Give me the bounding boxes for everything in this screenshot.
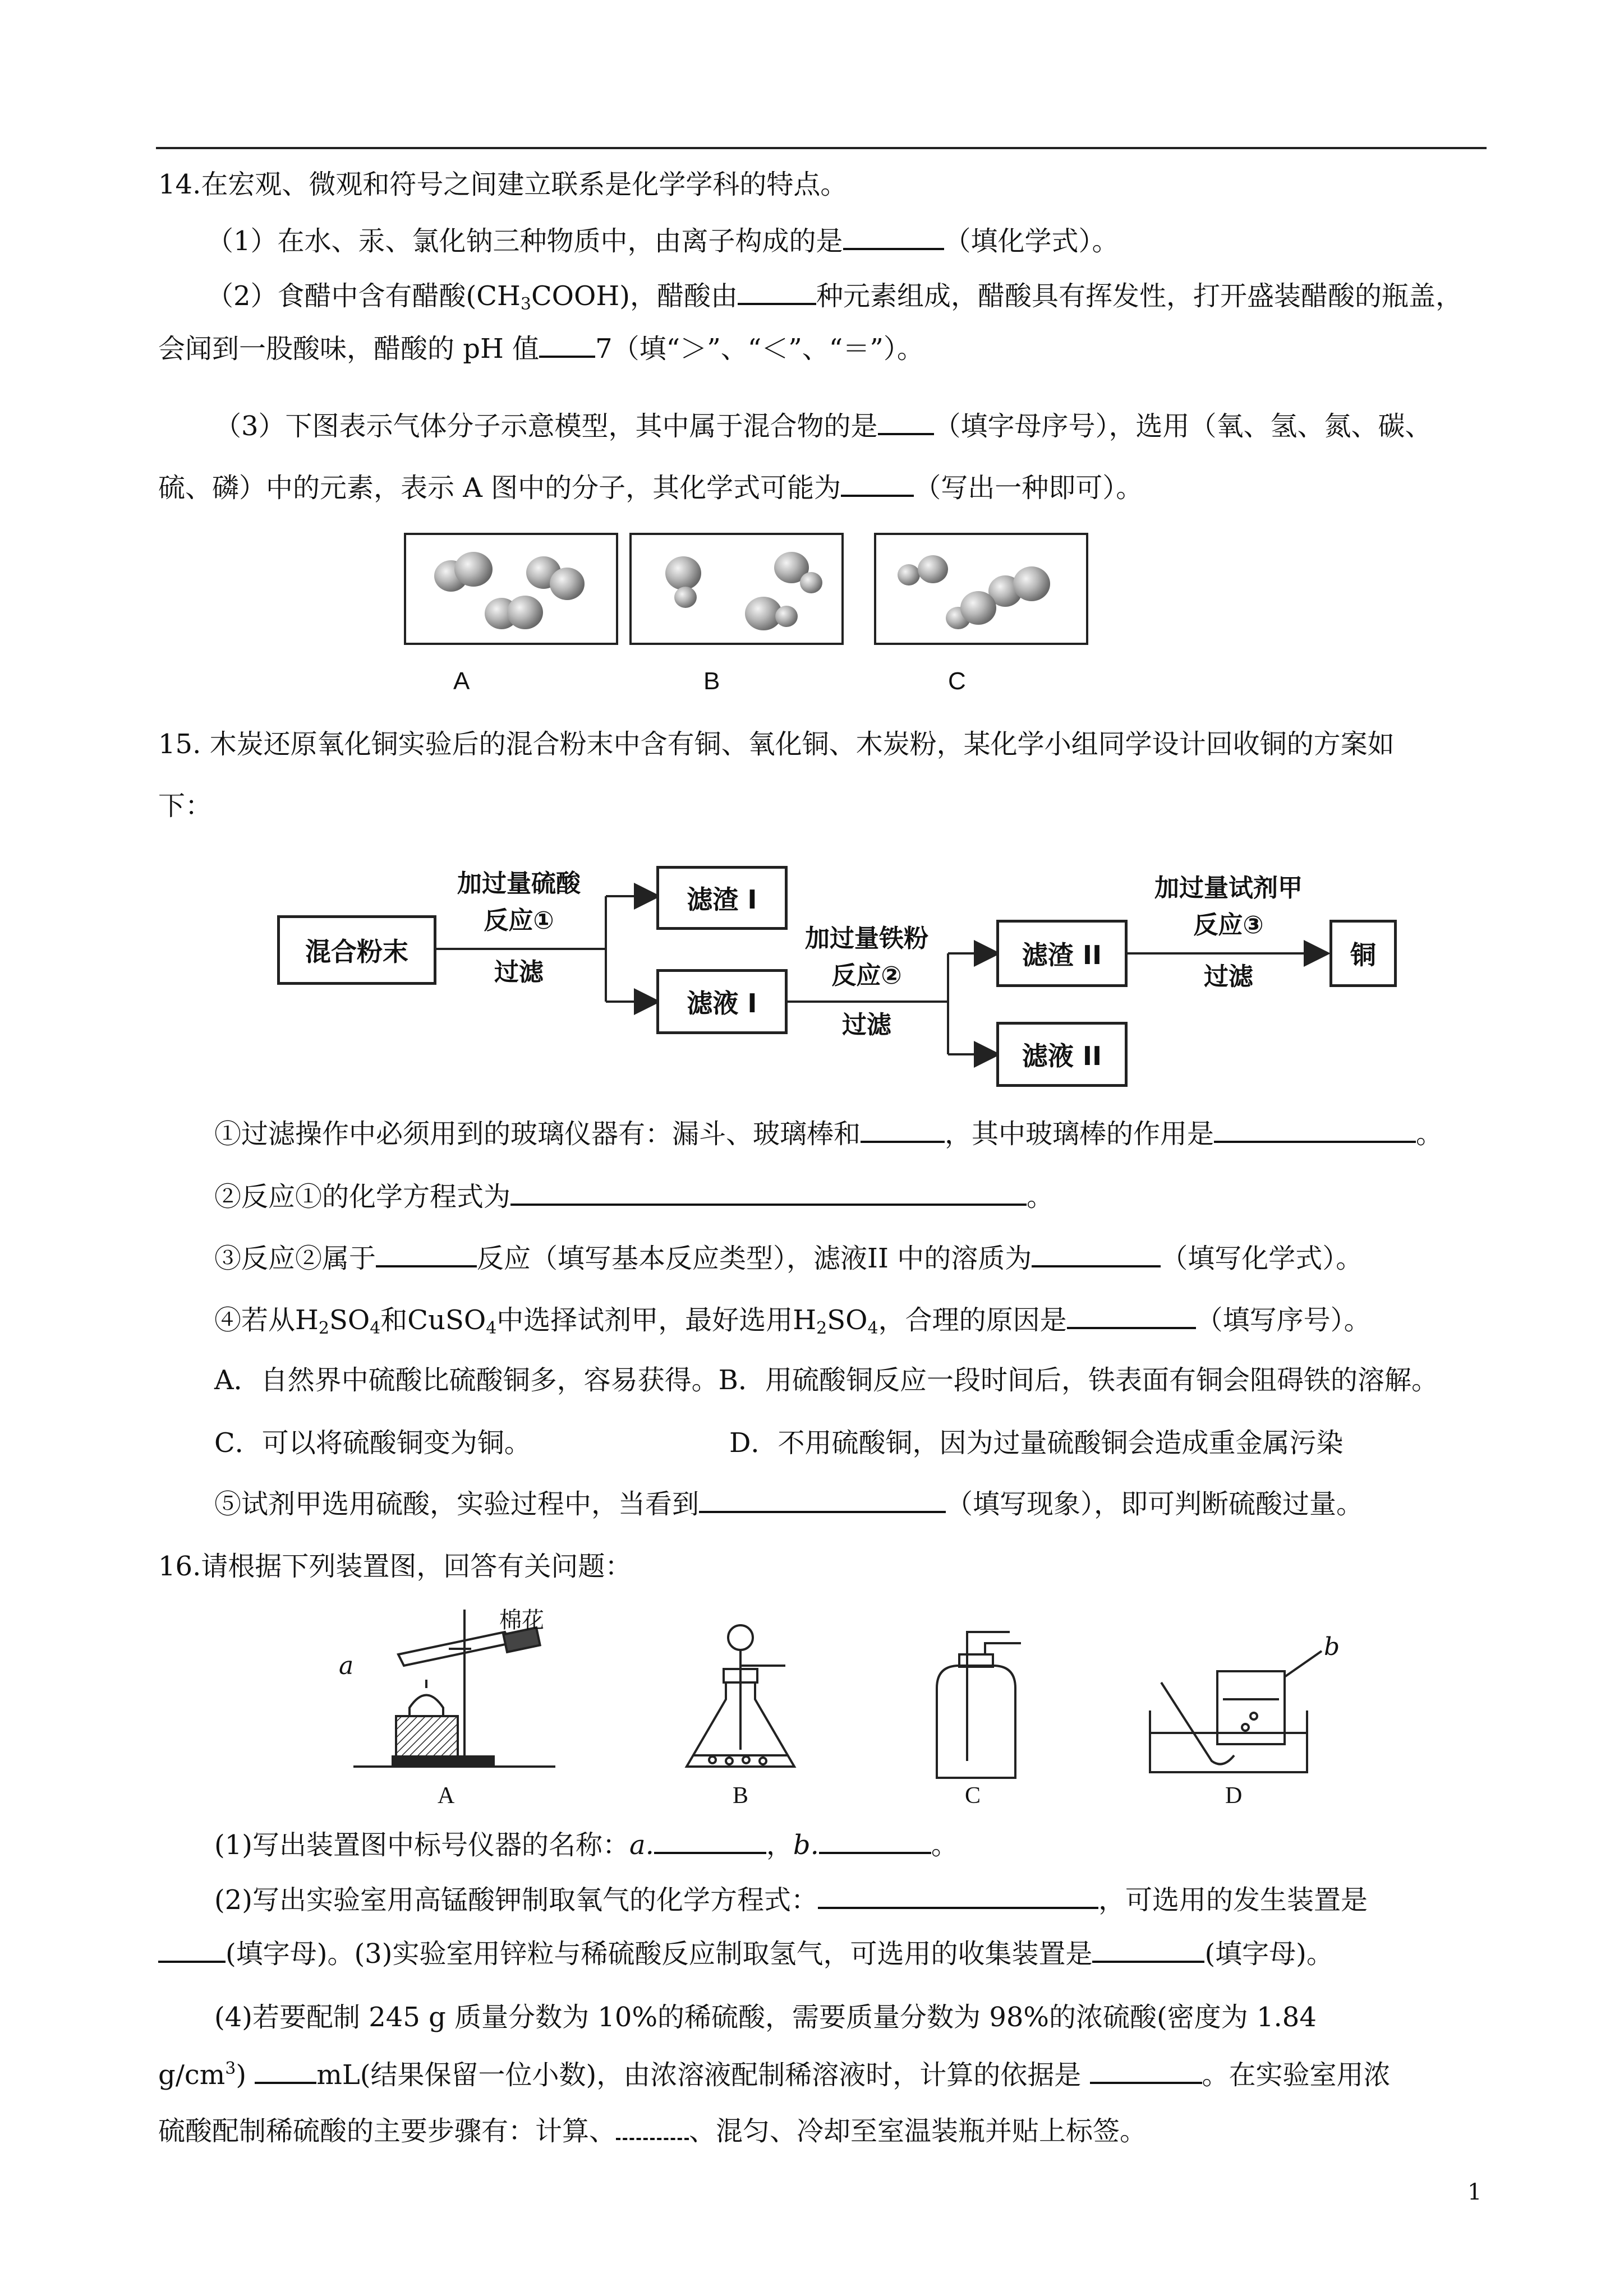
q15-sub5: ⑤试剂甲选用硫酸，实验过程中，当看到 （填写现象），即可判断硫酸过量。: [214, 1486, 1363, 1522]
q15-sub2: ②反应①的化学方程式为 。: [214, 1179, 1053, 1214]
q15-option-c: C．可以将硫酸铜变为铜。: [214, 1427, 531, 1459]
answer-blank[interactable]: [1032, 1241, 1161, 1267]
q15-option-line1: [214, 1363, 1438, 1398]
q14-stem: 14.在宏观、微观和符号之间建立联系是化学学科的特点。: [158, 169, 848, 200]
flow-step2-filter: 过滤: [842, 1011, 891, 1039]
flow-box-residue-1: 滤渣 I: [656, 866, 788, 930]
flow-step1-reagent: 加过量硫酸: [457, 869, 581, 898]
answer-blank[interactable]: [699, 1486, 946, 1513]
answer-blank[interactable]: [376, 1241, 477, 1267]
label-b: b: [1324, 1633, 1340, 1661]
apparatus-b-flask: [673, 1615, 808, 1783]
apparatus-c-gas-bottle: [920, 1621, 1032, 1783]
q15-option-d: D．不用硫酸铜，因为过量硫酸铜会造成重金属污染: [729, 1427, 1344, 1459]
model-label-c: C: [948, 667, 966, 695]
flow-step1-reaction: 反应①: [484, 906, 554, 935]
q16-part2-3: (填字母)。(3)实验室用锌粒与稀硫酸反应制取氢气，可选用的收集装置是 (填字母)。: [158, 1936, 1333, 1971]
option-a: A．自然界中硫酸比硫酸铜多，容易获得。: [214, 1364, 719, 1396]
answer-blank[interactable]: [1092, 1936, 1204, 1963]
answer-blank[interactable]: [510, 1179, 1027, 1206]
label-cotton: 棉花: [499, 1607, 544, 1633]
flow-box-filtrate-1: 滤液 I: [656, 969, 788, 1034]
q16-part4-line3: 硫酸配制稀硫酸的主要步骤有：计算、 、混匀、冷却至室温装瓶并贴上标签。: [158, 2113, 1147, 2149]
apparatus-label-a: A: [438, 1783, 455, 1809]
apparatus-label-d: D: [1225, 1783, 1243, 1809]
q15-stem-line2: 下：: [158, 790, 213, 822]
flow-box-copper: 铜: [1329, 920, 1397, 987]
q16-stem: 16.请根据下列装置图，回答有关问题：: [158, 1551, 632, 1582]
answer-blank[interactable]: [616, 2113, 689, 2140]
q15-sub3: ③反应②属于 反应（填写基本反应类型），滤液II 中的溶质为 （填写化学式）。: [214, 1241, 1363, 1276]
flow-step2-reagent: 加过量铁粉: [805, 924, 928, 953]
flow-box-residue-2: 滤渣 II: [996, 920, 1128, 987]
answer-blank[interactable]: [1214, 1116, 1416, 1143]
flow-box-mixed-powder: 混合粉末: [277, 915, 436, 985]
answer-blank[interactable]: [1067, 1302, 1196, 1329]
q16-part2: (2)写出实验室用高锰酸钾制取氧气的化学方程式： ，可选用的发生装置是: [214, 1882, 1368, 1917]
model-label-b: B: [703, 667, 720, 695]
answer-blank[interactable]: [654, 1827, 766, 1854]
flow-step3-filter: 过滤: [1204, 962, 1253, 991]
flow-step2-reaction: 反应②: [831, 961, 902, 990]
answer-blank[interactable]: [255, 2057, 316, 2084]
apparatus-label-c: C: [965, 1783, 981, 1809]
q14-part3-line2: 硫、磷）中的元素，表示 A 图中的分子，其化学式可能为 （写出一种即可）。: [158, 470, 1143, 505]
option-b: B．用硫酸铜反应一段时间后，铁表面有铜会阻碍铁的溶解。: [718, 1364, 1438, 1396]
flow-step3-reaction: 反应③: [1193, 911, 1264, 939]
q14-part1: （1）在水、汞、氯化钠三种物质中，由离子构成的是 （填化学式）。: [206, 223, 1119, 259]
q15-sub1: ①过滤操作中必须用到的玻璃仪器有：漏斗、玻璃棒和 ，其中玻璃棒的作用是 。: [214, 1116, 1443, 1151]
q16-part1: (1)写出装置图中标号仪器的名称：a. ，b. 。: [214, 1827, 958, 1862]
model-label-a: A: [453, 667, 470, 695]
q14-part2-line2: 会闻到一股酸味，醋酸的 pH 值 7（填“＞”、“＜”、“＝”）。: [158, 331, 924, 366]
flow-step3-reagent: 加过量试剂甲: [1154, 874, 1303, 902]
q14-part2-line1: （2）食醋中含有醋酸$(CH_3COOH)$，醋酸由 种元素组成，醋酸具有挥发性，打开盛装醋酸的瓶盖，: [206, 278, 1462, 313]
answer-blank[interactable]: [158, 1936, 226, 1963]
flow-step1-filter: 过滤: [494, 958, 544, 986]
q16-part4-line2: $g/cm^3$) mL(结果保留一位小数)，由浓溶液配制稀溶液时，计算的依据是 。在实验室用浓: [158, 2057, 1391, 2092]
apparatus-d-water-trough: [1139, 1615, 1329, 1783]
q15-sub4: ④若从$H_2SO_4$和CuSO$_4$中选择试剂甲，最好选用$H_2SO_4$，合理的原因是 （填写序号）。: [214, 1302, 1371, 1338]
apparatus-label-b: B: [733, 1783, 749, 1809]
answer-blank[interactable]: [818, 1882, 1098, 1909]
flow-box-filtrate-2: 滤液 II: [996, 1022, 1128, 1087]
answer-blank[interactable]: [1090, 2057, 1202, 2084]
q15-stem-line1: 15. 木炭还原氧化铜实验后的混合粉末中含有铜、氧化铜、木炭粉，某化学小组同学设计回收铜的方案如: [158, 729, 1395, 760]
page-number: 1: [1467, 2179, 1482, 2205]
q14-part3-line1: （3）下图表示气体分子示意模型，其中属于混合物的是 （填字母序号），选用（氧、氢、氮、碳、: [214, 408, 1432, 444]
q16-part4-line1: (4)若要配制 245 g 质量分数为 10%的稀硫酸，需要质量分数为 98%的浓硫酸(密度为 1.84: [214, 2002, 1317, 2033]
label-a: a: [339, 1652, 354, 1680]
answer-blank[interactable]: [861, 1116, 945, 1143]
answer-blank[interactable]: [819, 1827, 931, 1854]
